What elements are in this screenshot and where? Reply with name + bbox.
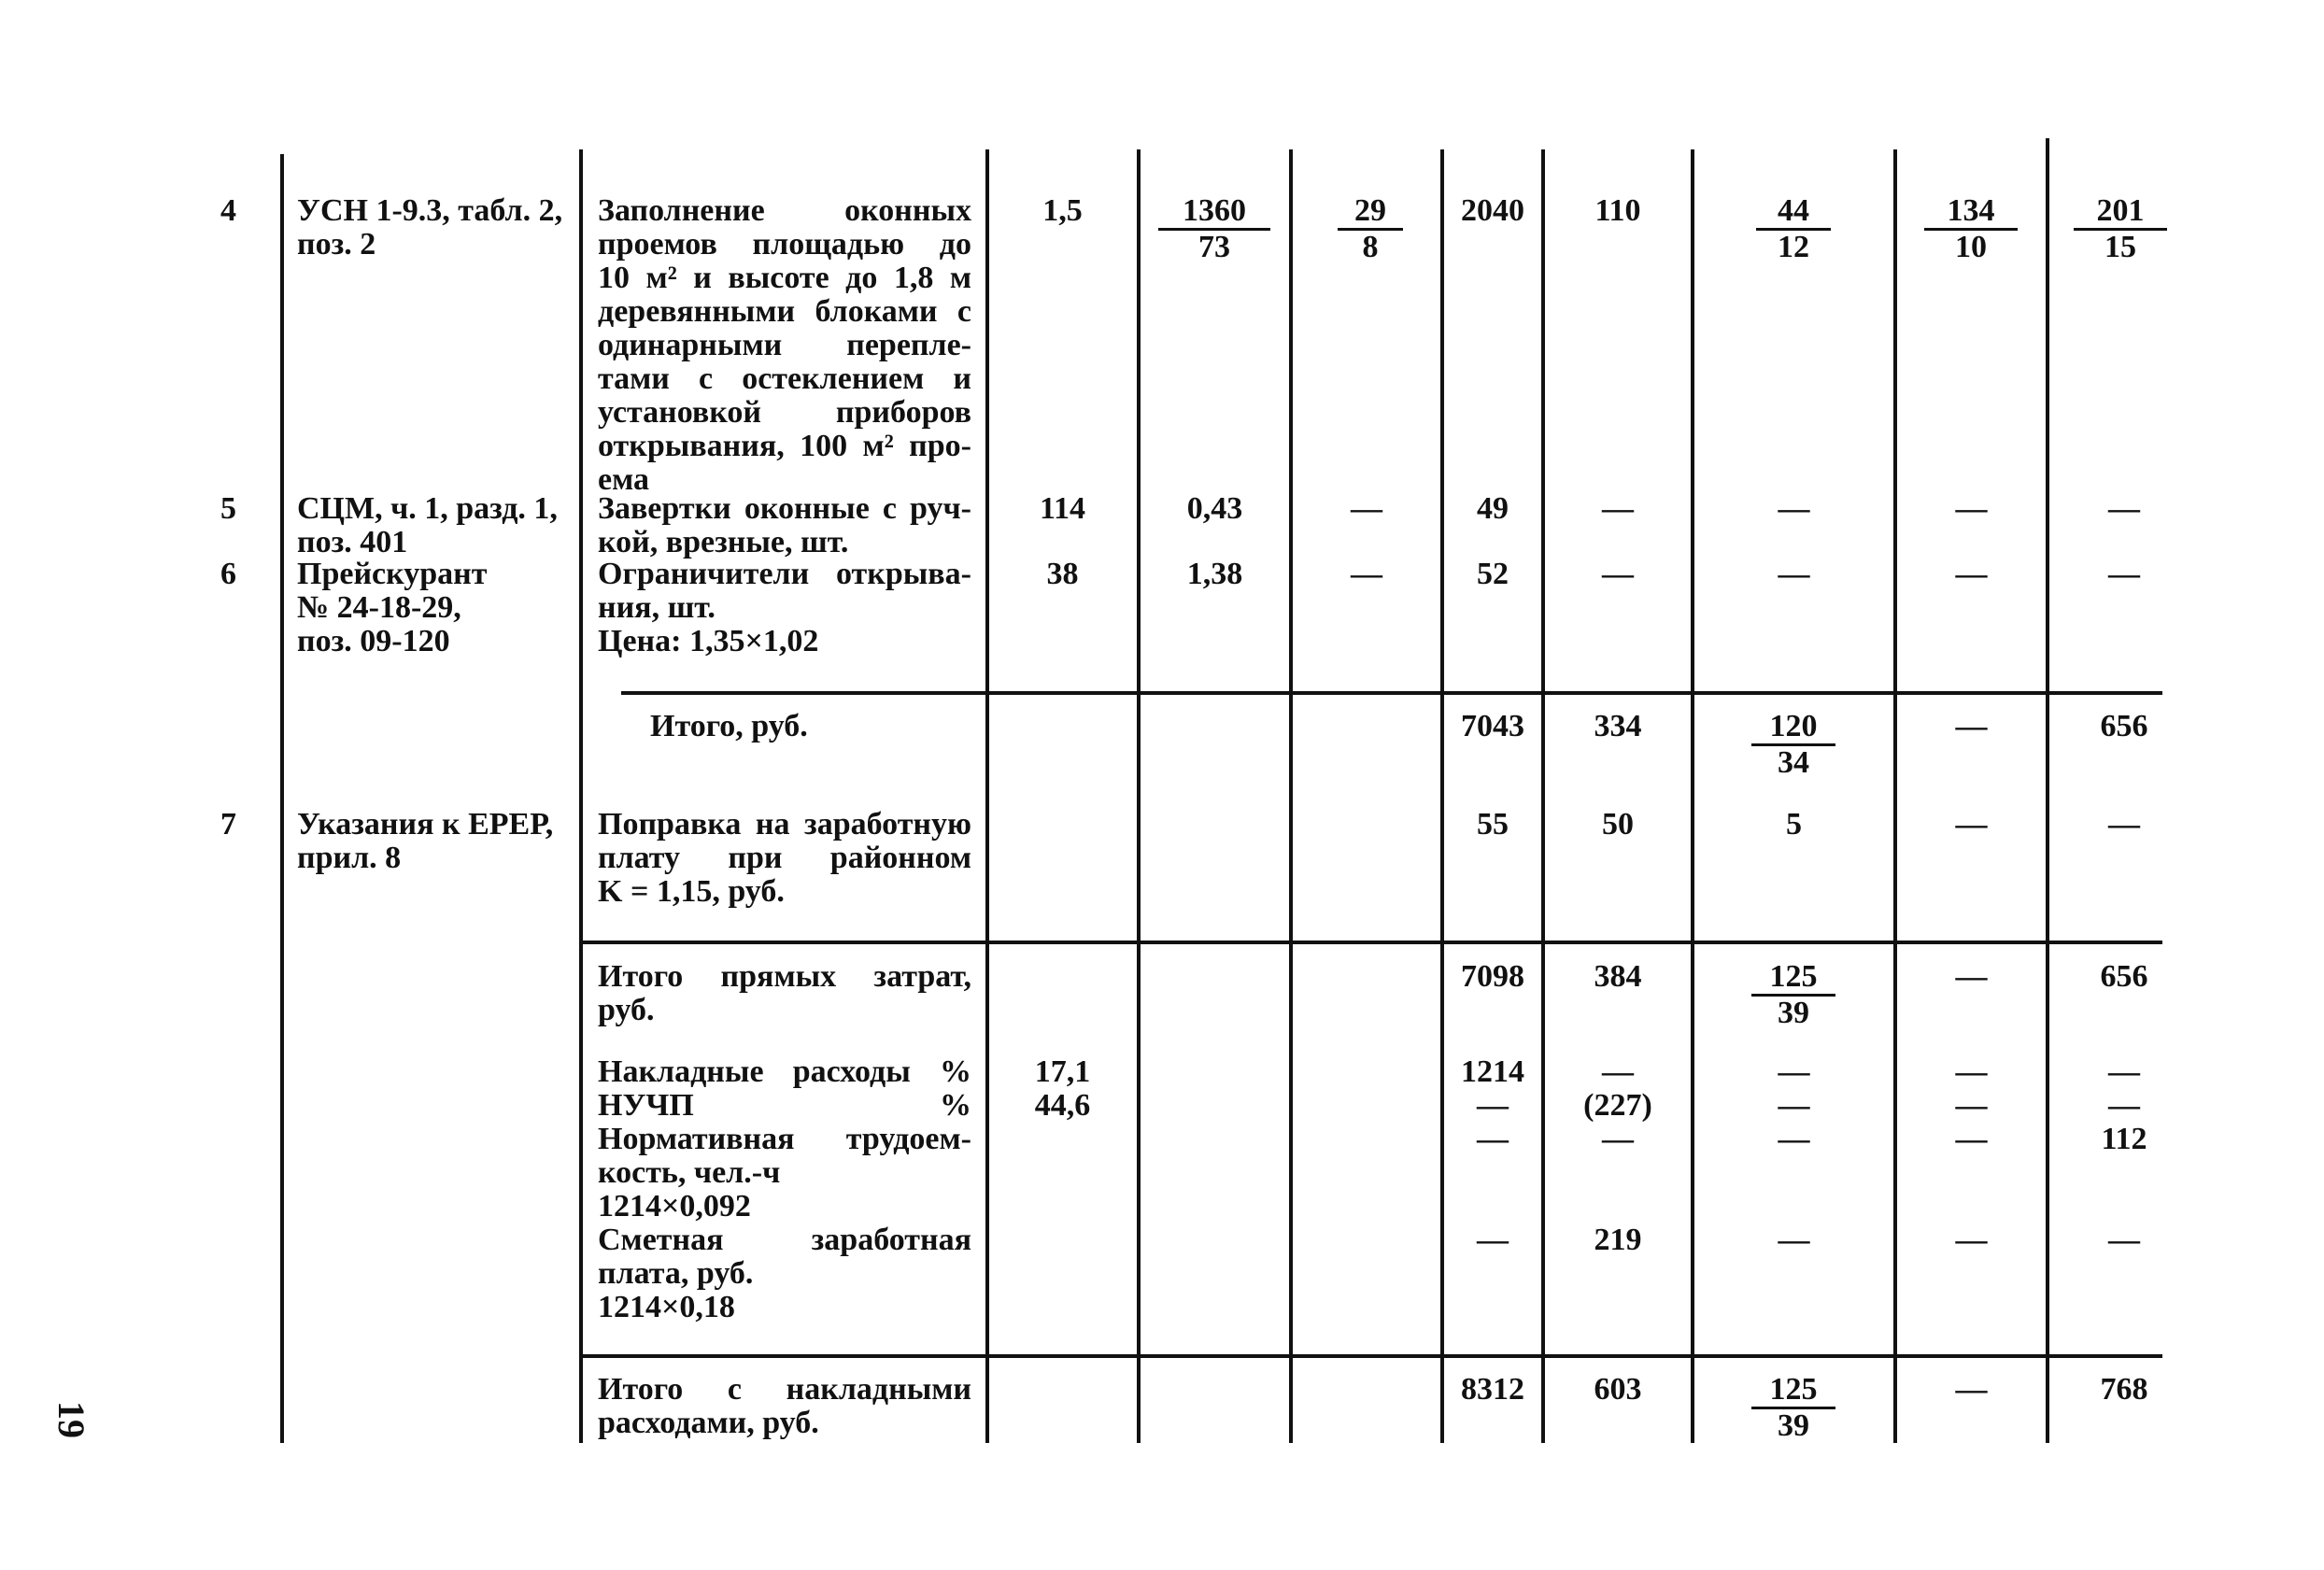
overhead-wages: — [1602,1054,1634,1089]
row-5-qty: 114 [1039,491,1086,526]
numerator: 125 [1751,1373,1835,1409]
direct-total: 7098 [1461,959,1524,994]
direct-wages: 384 [1594,959,1642,994]
row-7-desc-1: Поправка на заработную [598,807,971,842]
row-4-total: 2040 [1461,193,1524,228]
desc-line: деревянными блоками с [598,294,971,329]
desc-line: ема [598,462,650,497]
denominator: 15 [2104,230,2136,264]
row-4-source-2: поз. 2 [297,227,376,262]
row-7-source-2: прил. 8 [297,841,402,875]
numerator: 201 [2074,194,2167,231]
desc-line: Заполнение оконных [598,193,971,228]
row-7-number: 7 [220,807,236,842]
row-6-source-1: Прейскурант [297,557,488,591]
nuchp-machines: — [1778,1088,1810,1123]
numerator: 134 [1924,194,2018,231]
row-6-unit: 1,38 [1186,557,1243,591]
overhead-qty: 17,1 [1034,1054,1091,1089]
subtotal-wages: 334 [1594,709,1642,743]
labor-desc-3: 1214×0,092 [598,1189,751,1223]
final-wages: 603 [1594,1372,1642,1407]
row-6-wage: — [1351,557,1382,591]
rule-final [579,1354,2162,1358]
row-6-source-2: № 24-18-29, [297,590,461,625]
row-7-machines: 5 [1786,807,1802,842]
nuchp-qty: 44,6 [1034,1088,1091,1123]
denominator: 39 [1778,996,1809,1030]
row-6-wages: — [1602,557,1634,591]
desc-line: тами с остеклением и [598,361,971,396]
row-5-col9: — [2108,491,2140,526]
col-line-5 [1289,149,1293,1443]
rule-subtotal [621,691,2162,695]
row-4-machines-fraction [1756,194,1831,264]
final-machines-fraction [1751,1373,1835,1443]
row-5-source-2: поз. 401 [297,525,408,559]
subtotal-col9: 656 [2100,709,2148,743]
row-5-wage: — [1351,491,1382,526]
subtotal-machines-fraction [1751,710,1835,780]
row-6-col9: — [2108,557,2140,591]
nuchp-col9: — [2108,1088,2140,1123]
row-4-source-1: УСН 1-9.3, табл. 2, [297,193,563,228]
numerator: 29 [1338,194,1403,231]
salary-wages: 219 [1594,1223,1642,1257]
direct-col8: — [1955,959,1988,994]
row-7-col9: — [2108,807,2140,842]
salary-desc-1: Сметная заработная [598,1223,971,1257]
denominator: 73 [1198,230,1230,264]
direct-label-2: руб. [598,993,655,1027]
row-5-desc-2: кой, врезные, шт. [598,525,849,559]
final-col9: 768 [2100,1372,2148,1407]
direct-label-1: Итого прямых затрат, [598,959,971,994]
labor-col8: — [1955,1122,1988,1156]
denominator: 34 [1778,745,1809,780]
row-5-total: 49 [1477,491,1509,526]
desc-line: проемов площадью до [598,227,971,262]
direct-machines-fraction [1751,960,1835,1030]
nuchp-wages: (227) [1583,1088,1652,1123]
denominator: 12 [1778,230,1809,264]
salary-col9: — [2108,1223,2140,1257]
labor-col9: 112 [2101,1122,2147,1156]
nuchp-label: НУЧП % [598,1088,971,1123]
col-line-3 [985,149,989,1443]
overhead-total: 1214 [1461,1054,1524,1089]
numerator: 44 [1756,194,1831,231]
row-4-number: 4 [220,193,236,228]
desc-line: установкой приборов [598,395,971,430]
denominator: 8 [1362,230,1379,264]
row-5-wages: — [1602,491,1634,526]
row-5-unit: 0,43 [1186,491,1243,526]
final-label-1: Итого с накладными [598,1372,971,1407]
subtotal-label: Итого, руб. [650,709,808,743]
row-5-number: 5 [220,491,236,526]
subtotal-col8: — [1955,709,1988,743]
row-4-wage-fraction [1338,194,1403,264]
numerator: 120 [1751,710,1835,746]
col-line-4 [1137,149,1141,1443]
row-6-desc-3: Цена: 1,35×1,02 [598,624,819,658]
labor-total: — [1477,1122,1509,1156]
nuchp-total: — [1477,1088,1509,1123]
row-7-col8: — [1955,807,1988,842]
row-4-wages: 110 [1594,193,1641,228]
labor-desc-1: Нормативная трудоем- [598,1122,971,1156]
row-6-desc-2: ния, шт. [598,590,716,625]
row-7-wages: 50 [1602,807,1634,842]
col-line-2 [579,149,583,1443]
salary-desc-3: 1214×0,18 [598,1290,735,1324]
denominator: 39 [1778,1408,1809,1443]
row-5-source-1: СЦМ, ч. 1, разд. 1, [297,491,558,526]
overhead-label: Накладные расходы % [598,1054,971,1089]
row-6-machines: — [1778,557,1810,591]
nuchp-col8: — [1955,1088,1988,1123]
row-7-total: 55 [1477,807,1509,842]
row-5-col8: — [1955,491,1988,526]
desc-line: одинарными перепле- [598,328,971,362]
row-7-desc-2: плату при районном [598,841,971,875]
salary-machines: — [1778,1223,1810,1257]
row-5-desc-1: Завертки оконные с руч- [598,491,971,526]
row-6-desc-1: Ограничители открыва- [598,557,971,591]
row-6-number: 6 [220,557,236,591]
labor-desc-2: кость, чел.-ч [598,1155,781,1190]
page-number: 19 [50,1401,92,1438]
desc-line: 10 м² и высоте до 1,8 м [598,261,971,295]
col-line-1 [280,154,284,1443]
row-6-total: 52 [1477,557,1509,591]
salary-desc-2: плата, руб. [598,1256,754,1291]
desc-line: открывания, 100 м² про- [598,429,971,463]
labor-machines: — [1778,1122,1810,1156]
final-total: 8312 [1461,1372,1524,1407]
salary-col8: — [1955,1223,1988,1257]
direct-col9: 656 [2100,959,2148,994]
row-7-source-1: Указания к ЕРЕР, [297,807,554,842]
numerator: 125 [1751,960,1835,997]
row-6-col8: — [1955,557,1988,591]
salary-total: — [1477,1223,1509,1257]
row-4-qty: 1,5 [1042,193,1083,228]
row-4-col8-fraction [1924,194,2018,264]
numerator: 1360 [1158,194,1270,231]
rule-direct [579,941,2162,944]
final-label-2: расходами, руб. [598,1406,819,1440]
row-5-machines: — [1778,491,1810,526]
row-6-qty: 38 [1046,557,1079,591]
overhead-machines: — [1778,1054,1810,1089]
labor-wages: — [1602,1122,1634,1156]
subtotal-total: 7043 [1461,709,1524,743]
row-4-description [598,194,971,497]
row-4-unit-fraction [1158,194,1270,264]
overhead-col9: — [2108,1054,2140,1089]
row-6-source-3: поз. 09-120 [297,624,450,658]
row-7-desc-3: K = 1,15, руб. [598,874,785,909]
final-col8: — [1955,1372,1988,1407]
row-4-col9-fraction [2074,194,2167,264]
denominator: 10 [1955,230,1987,264]
overhead-col8: — [1955,1054,1988,1089]
